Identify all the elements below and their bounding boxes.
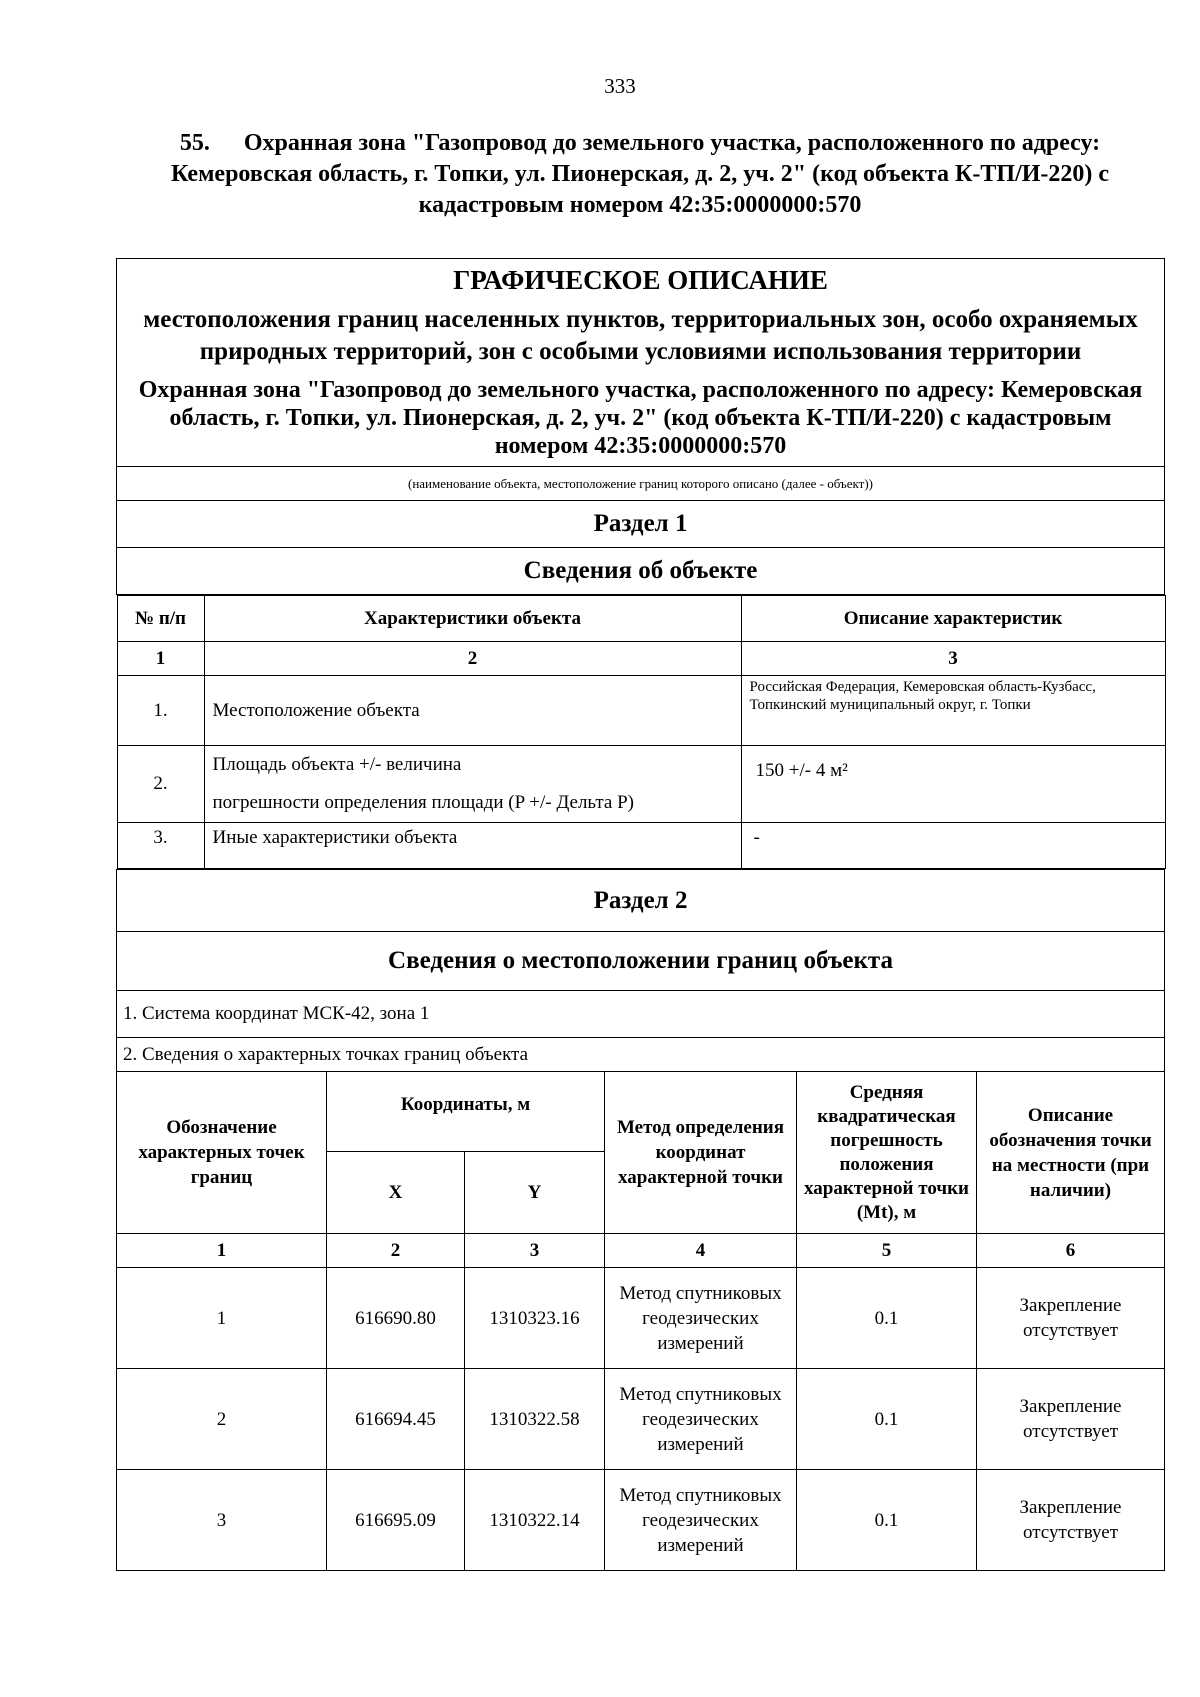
col-num-6: 6 [977,1234,1165,1268]
header-description: Описание характеристик [741,596,1165,642]
points-caption: 2. Сведения о характерных точках границ объекта [117,1038,1165,1072]
object-name: Охранная зона "Газопровод до земельного участка, расположенного по адресу: Кемеровская область, г. Топки, ул. Пионерская, д. 2, уч. 2" (код объекта К-ТП/И-220) с кадастровым номером 42:35:0000000:570 [138,377,1143,459]
header-x: X [327,1152,465,1234]
header-characteristics: Характеристики объекта [204,596,741,642]
table-row [117,823,1165,869]
header-y: Y [465,1152,605,1234]
header-point-description: Описание обозначения точки на местности (при наличии) [977,1072,1165,1234]
point-y: 1310323.16 [465,1268,605,1369]
row-num: 1. [117,676,204,746]
header-error: Средняя квадратическая погрешность положения характерной точки (Mt), м [797,1072,977,1234]
point-description: Закрепление отсутствует [977,1369,1165,1470]
row-num: 3. [117,823,204,869]
table-row [117,746,1165,823]
header-num: № п/п [117,596,204,642]
point-description: Закрепление отсутствует [977,1268,1165,1369]
page-number: 333 [604,74,636,98]
point-y: 1310322.58 [465,1369,605,1470]
point-error: 0.1 [797,1268,977,1369]
row-name: Местоположение объекта [204,676,741,746]
form-header [117,259,1165,467]
coordinate-system: 1. Система координат МСК-42, зона 1 [117,991,1165,1038]
point-x: 616690.80 [327,1268,465,1369]
header-method: Метод определения координат характерной точки [605,1072,797,1234]
row-value: Российская Федерация, Кемеровская область-Кузбасс, Топкинский муниципальный округ, г. Топки [741,676,1165,746]
table-row [117,1369,1165,1470]
point-error: 0.1 [797,1369,977,1470]
point-method: Метод спутниковых геодезических измерений [605,1470,797,1571]
form-subtitle: местоположения границ населенных пунктов, территориальных зон, особо охраняемых природных территорий, зон с особыми условиями использования территории [143,306,1138,365]
section-1-table-wrap [117,595,1165,870]
point-id: 2 [117,1369,327,1470]
col-num-5: 5 [797,1234,977,1268]
section-1-subtitle: Сведения об объекте [117,548,1165,595]
point-id: 3 [117,1470,327,1571]
row-value: 150 +/- 4 м² [741,746,1165,823]
section-2-title: Раздел 2 [117,870,1165,932]
object-name-caption: (наименование объекта, местоположение границ которого описано (далее - объект)) [117,467,1165,501]
table-row [117,1268,1165,1369]
object-info-table [117,595,1166,869]
col-num-3: 3 [741,642,1165,676]
row-name: Иные характеристики объекта [204,823,741,869]
table-row [117,1470,1165,1571]
heading-number: 55. [179,130,210,156]
col-num-1: 1 [117,642,204,676]
row-name [204,746,741,823]
document-heading [118,128,1162,221]
graphic-description-form [116,258,1165,1571]
col-num-4: 4 [605,1234,797,1268]
table-row [117,676,1165,746]
row-num: 2. [117,746,204,823]
heading-line-2: Кемеровская область, г. Топки, ул. Пионерская, д. 2, уч. 2" (код объекта К-ТП/И-220) с [170,161,1110,187]
row-value: - [741,823,1165,869]
header-coordinates: Координаты, м [327,1072,605,1152]
header-designation: Обозначение характерных точек границ [117,1072,327,1234]
col-num-1: 1 [117,1234,327,1268]
section-2-subtitle: Сведения о местоположении границ объекта [117,932,1165,991]
col-num-3: 3 [465,1234,605,1268]
point-error: 0.1 [797,1470,977,1571]
point-y: 1310322.14 [465,1470,605,1571]
heading-line-3: кадастровым номером 42:35:0000000:570 [418,192,862,218]
section-1-title: Раздел 1 [117,501,1165,548]
col-num-2: 2 [327,1234,465,1268]
heading-line-1: Охранная зона "Газопровод до земельного участка, расположенного по адресу: [243,130,1101,156]
row-name-line-1: Площадь объекта +/- величина [212,754,462,775]
point-method: Метод спутниковых геодезических измерений [605,1369,797,1470]
point-description: Закрепление отсутствует [977,1470,1165,1571]
point-id: 1 [117,1268,327,1369]
point-x: 616695.09 [327,1470,465,1571]
col-num-2: 2 [204,642,741,676]
form-title: ГРАФИЧЕСКОЕ ОПИСАНИЕ [453,265,828,295]
point-x: 616694.45 [327,1369,465,1470]
point-method: Метод спутниковых геодезических измерений [605,1268,797,1369]
row-name-line-2: погрешности определения площади (P +/- Дельта P) [212,792,634,813]
